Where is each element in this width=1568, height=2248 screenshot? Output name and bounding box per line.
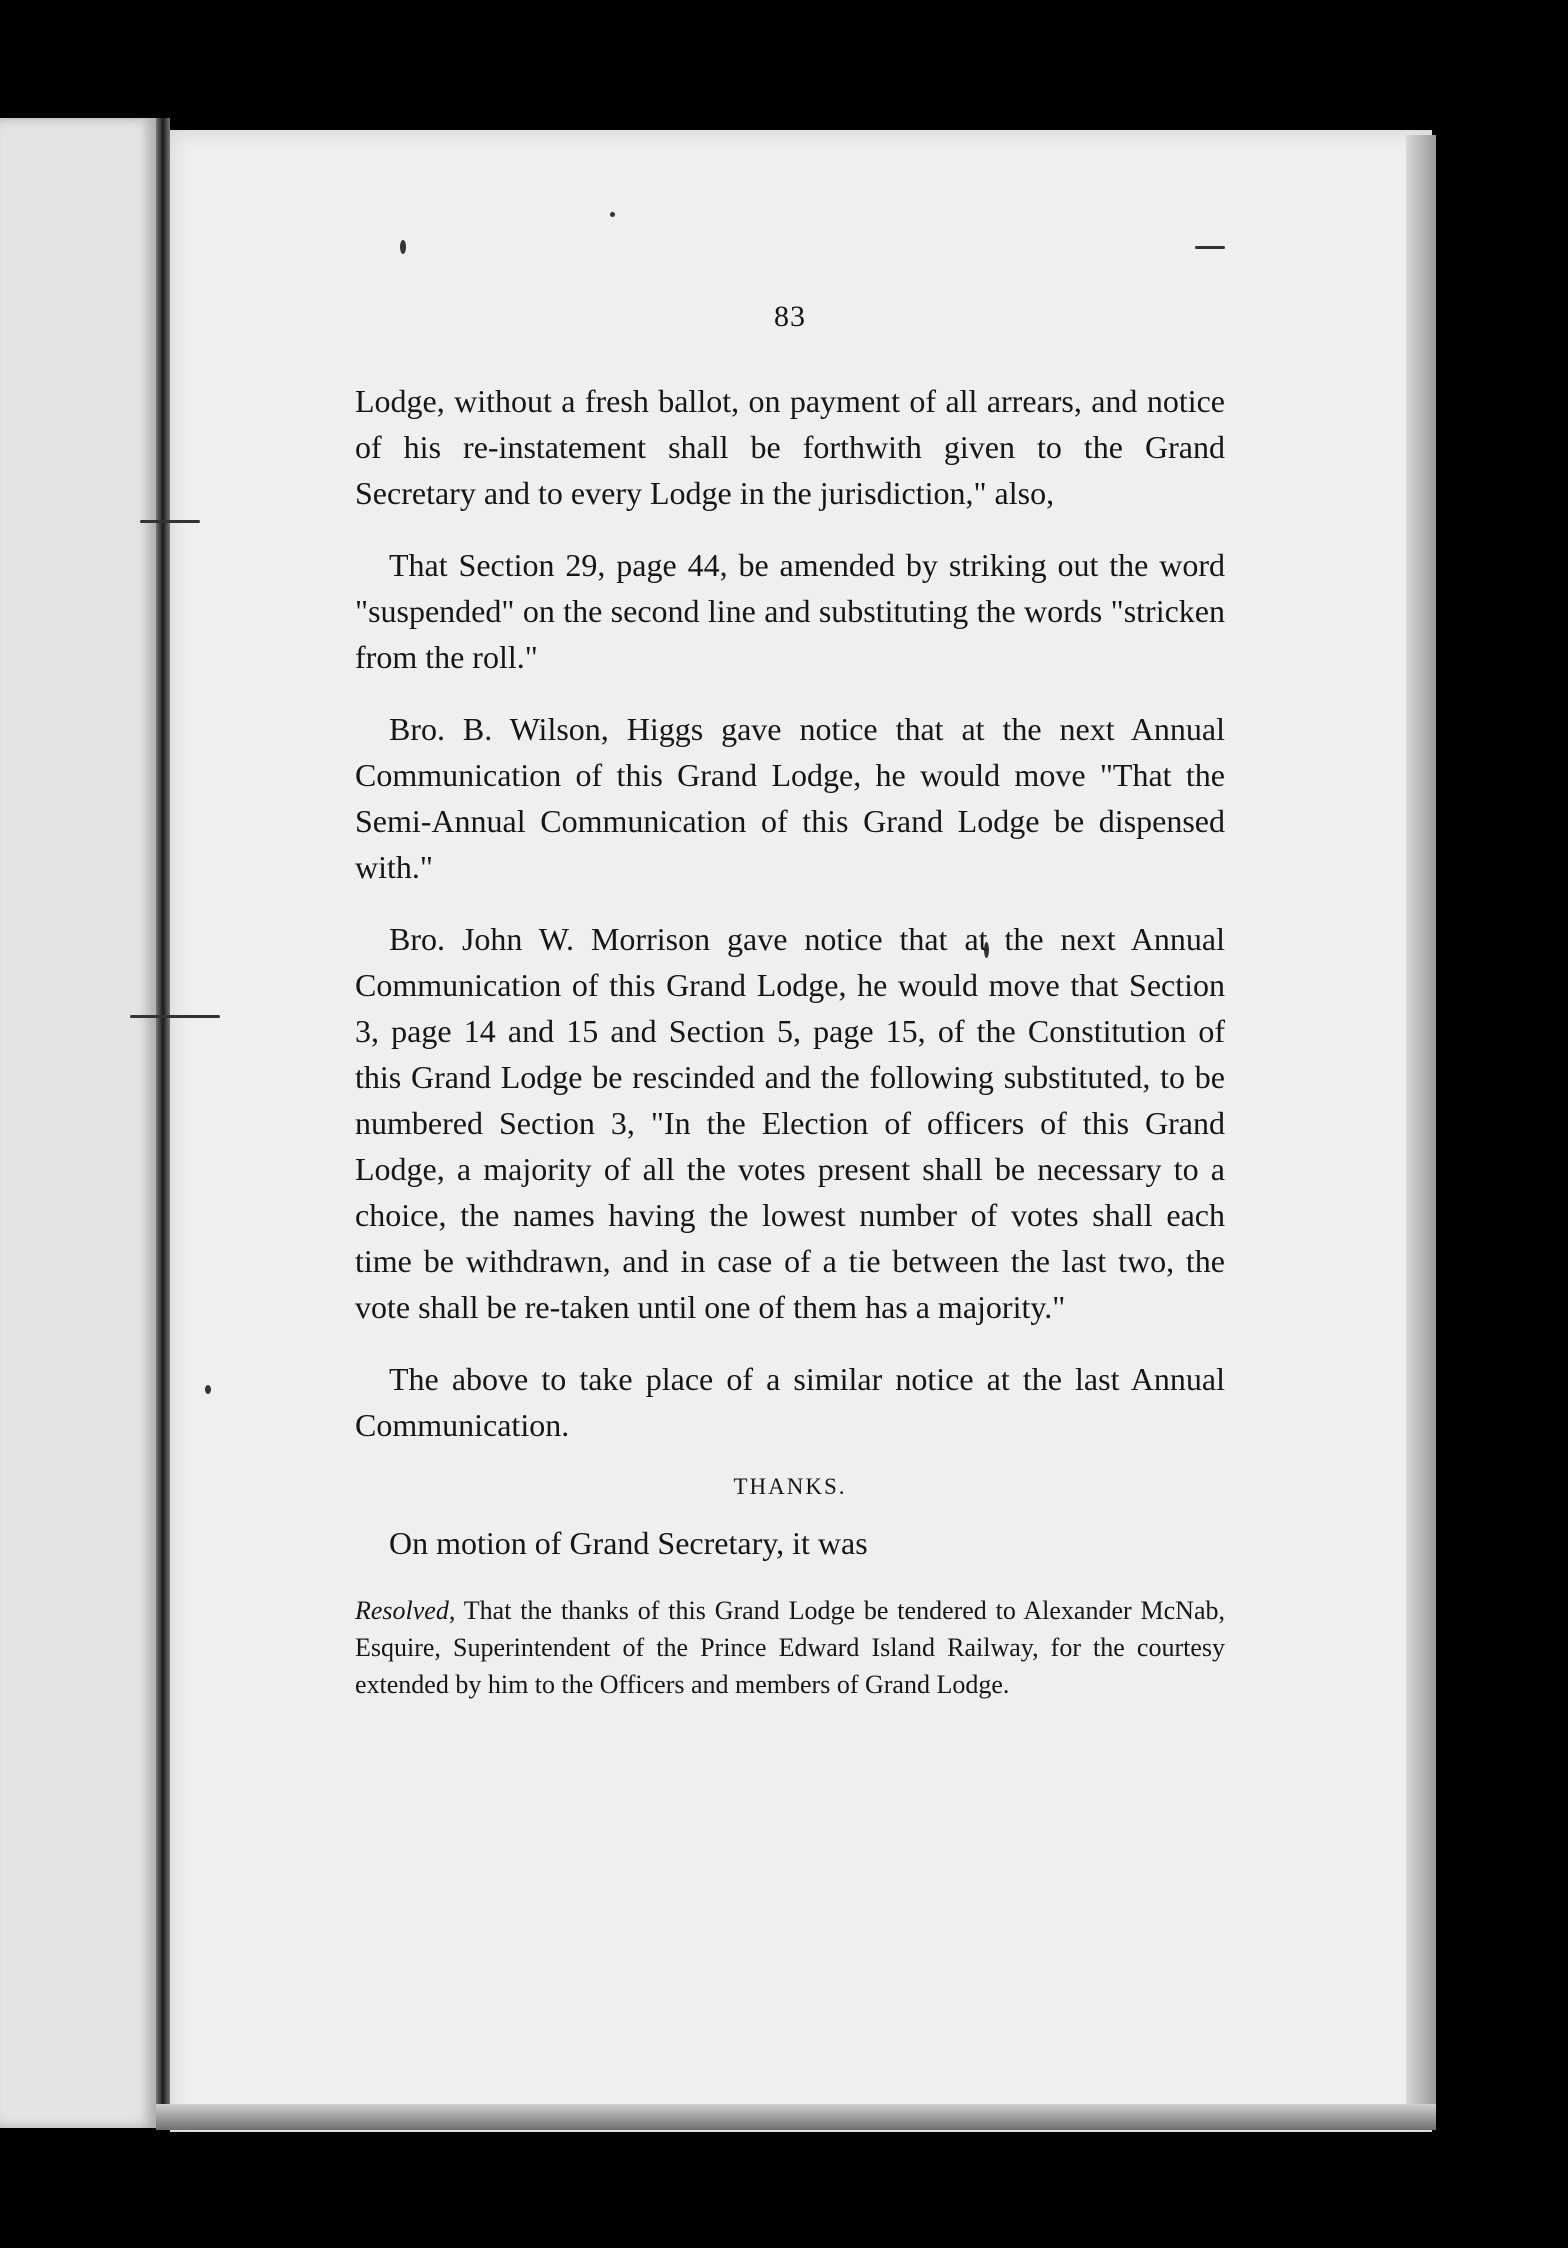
resolution-block <box>355 1592 1225 1703</box>
section-heading-thanks: THANKS. <box>733 1474 847 1499</box>
page-right-edge <box>1406 135 1436 2130</box>
scan-speck <box>130 1015 220 1018</box>
paragraph-similar-notice: The above to take place of a similar notice at the last Annual Communication. <box>355 1361 1225 1443</box>
paragraph-lodge-reinstatement: Lodge, without a fresh ballot, on payment of all arrears, and notice of his re-instatement shall be forthwith given to the Grand Secretary and to every Lodge in the jurisdiction," also, <box>355 383 1225 511</box>
paragraph-motion: On motion of Grand Secretary, it was <box>389 1525 868 1561</box>
scan-speck <box>400 240 406 254</box>
paragraph-section-29-amendment: That Section 29, page 44, be amended by striking out the word "suspended" on the second line and substituting the words "stricken from the roll." <box>355 547 1225 675</box>
resolution-text: That the thanks of this Grand Lodge be tendered to Alexander McNab, Esquire, Superintendent of the Prince Edward Island Railway, for the courtesy extended by him to the Officers and members of Grand Lodge. <box>355 1596 1226 1699</box>
page-number: 83 <box>774 300 806 333</box>
paragraph-wilson-notice: Bro. B. Wilson, Higgs gave notice that at the next Annual Communication of this Grand Lodge, he would move "That the Semi-Annual Communication of this Grand Lodge be dispensed with." <box>355 711 1225 885</box>
scan-speck <box>140 520 200 523</box>
page-bottom-edge <box>156 2104 1436 2130</box>
scan-speck <box>205 1385 211 1394</box>
previous-page-edge <box>0 118 162 2128</box>
paragraph-morrison-notice: Bro. John W. Morrison gave notice that at the next Annual Communication of this Grand Lodge, he would move that Section 3, page 14 and 15 and Section 5, page 15, of the Constitution of this Grand Lodge be rescinded and the following substituted, to be numbered Section 3, "In the Election of officers of this Grand Lodge, a majority of all the votes present shall be necessary to a choice, the names having the lowest number of votes shall each time be withdrawn, and in case of a tie between the last two, the vote shall be re-taken until one of them has a majority." <box>355 921 1225 1325</box>
page-content <box>355 300 1225 1703</box>
scan-speck <box>1195 246 1225 249</box>
scan-speck <box>610 212 615 217</box>
resolution-lead: Resolved, <box>355 1596 456 1625</box>
book-gutter <box>156 118 170 2128</box>
